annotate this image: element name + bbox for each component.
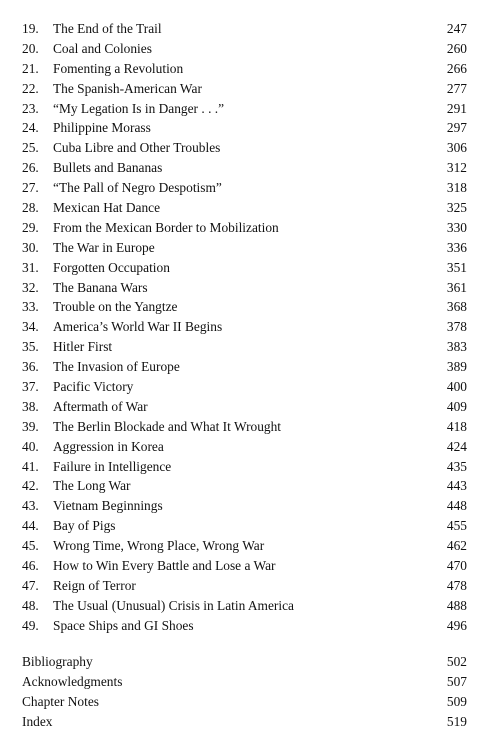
- toc-entry: [22, 437, 467, 457]
- chapter-number: 32.: [22, 279, 39, 295]
- chapter-title: The Usual (Unusual) Crisis in Latin America: [53, 597, 294, 613]
- toc-entry: [22, 476, 467, 496]
- page-number: 312: [446, 160, 467, 176]
- chapter-title: America’s World War II Begins: [53, 319, 223, 335]
- toc-entry: [22, 536, 467, 556]
- chapter-number: 45.: [22, 538, 39, 554]
- chapter-number: 30.: [22, 239, 39, 255]
- page-number: 448: [446, 498, 467, 514]
- backmatter-list: [22, 652, 467, 732]
- chapter-title: The War in Europe: [53, 239, 155, 255]
- page-number: 361: [446, 279, 467, 295]
- page-number: 389: [446, 359, 467, 375]
- toc-entry: [22, 357, 467, 377]
- page-number: 336: [446, 239, 467, 255]
- chapter-title: Pacific Victory: [53, 379, 134, 395]
- page-number: 435: [446, 458, 467, 474]
- page-number: 277: [446, 80, 467, 96]
- backmatter-entry: [22, 652, 467, 672]
- toc-entry: [22, 297, 467, 317]
- chapter-title: From the Mexican Border to Mobilization: [53, 219, 279, 235]
- chapter-title: The Spanish-American War: [53, 80, 202, 96]
- toc-entry: [22, 397, 467, 417]
- chapter-number: 37.: [22, 379, 39, 395]
- page-number: 496: [446, 617, 467, 633]
- chapter-title: Aftermath of War: [53, 398, 148, 414]
- chapter-number: 40.: [22, 438, 39, 454]
- page-number: 247: [446, 21, 467, 36]
- chapter-number: 23.: [22, 100, 39, 116]
- page-number: 318: [446, 180, 467, 196]
- page-number: 502: [446, 654, 467, 669]
- backmatter-title: Index: [22, 713, 53, 729]
- toc-entry: [22, 218, 467, 238]
- chapter-title: Coal and Colonies: [53, 40, 152, 56]
- chapter-number: 41.: [22, 458, 39, 474]
- chapter-title: The Invasion of Europe: [53, 359, 180, 375]
- page-number: 418: [446, 418, 467, 434]
- backmatter-title: Chapter Notes: [22, 693, 99, 709]
- page-number: 470: [446, 558, 467, 574]
- page-number: 443: [446, 478, 467, 494]
- backmatter-title: Acknowledgments: [22, 673, 123, 689]
- toc-entry: [22, 39, 467, 59]
- chapter-title: “The Pall of Negro Despotism”: [53, 180, 222, 196]
- page-number: 519: [446, 713, 467, 729]
- chapter-number: 35.: [22, 339, 39, 355]
- toc-entry: [22, 178, 467, 198]
- chapter-number: 21.: [22, 60, 39, 76]
- chapter-title: Aggression in Korea: [53, 438, 164, 454]
- page-number: 325: [446, 200, 467, 216]
- chapter-number: 31.: [22, 259, 39, 275]
- chapter-number: 19.: [22, 21, 39, 36]
- toc-entry: [22, 317, 467, 337]
- chapter-number: 22.: [22, 80, 39, 96]
- toc-entry: [22, 158, 467, 178]
- backmatter-entry: [22, 692, 467, 712]
- page-number: 409: [446, 398, 467, 414]
- chapter-title: Fomenting a Revolution: [53, 60, 184, 76]
- toc-entry: [22, 596, 467, 616]
- chapter-title: The Long War: [53, 478, 131, 494]
- backmatter-title: Bibliography: [22, 654, 93, 669]
- chapter-title: Trouble on the Yangtze: [53, 299, 178, 315]
- chapter-number: 46.: [22, 558, 39, 574]
- page-number: 462: [446, 538, 467, 554]
- toc-entry: [22, 258, 467, 278]
- chapter-number: 27.: [22, 180, 39, 196]
- chapter-title: Mexican Hat Dance: [53, 200, 161, 216]
- chapter-title: Hitler First: [53, 339, 113, 355]
- chapter-number: 47.: [22, 577, 39, 593]
- toc-entry: [22, 556, 467, 576]
- chapter-title: Forgotten Occupation: [53, 259, 170, 275]
- chapter-number: 36.: [22, 359, 39, 375]
- chapter-title: Bullets and Bananas: [53, 160, 163, 176]
- page-number: 260: [446, 40, 467, 56]
- chapter-number: 26.: [22, 160, 39, 176]
- chapter-number: 39.: [22, 418, 39, 434]
- toc-entry: [22, 496, 467, 516]
- toc-entry: [22, 417, 467, 437]
- backmatter-entry: [22, 712, 467, 732]
- toc-entry: [22, 616, 467, 636]
- backmatter-entry: [22, 672, 467, 692]
- chapter-number: 48.: [22, 597, 39, 613]
- page-number: 507: [446, 673, 467, 689]
- page-number: 266: [446, 60, 467, 76]
- page-number: 351: [446, 259, 467, 275]
- chapter-title: Reign of Terror: [53, 577, 136, 593]
- chapter-number: 20.: [22, 40, 39, 56]
- chapter-number: 25.: [22, 140, 39, 156]
- chapter-title: Philippine Morass: [53, 120, 151, 136]
- chapter-title: Failure in Intelligence: [53, 458, 172, 474]
- page-number: 330: [446, 219, 467, 235]
- chapter-number: 28.: [22, 200, 39, 216]
- chapter-title: Wrong Time, Wrong Place, Wrong War: [53, 538, 265, 554]
- toc-entry: [22, 238, 467, 258]
- chapter-title: Cuba Libre and Other Troubles: [53, 140, 221, 156]
- page-number: 424: [446, 438, 467, 454]
- chapter-number: 29.: [22, 219, 39, 235]
- chapter-number: 34.: [22, 319, 39, 335]
- chapter-number: 38.: [22, 398, 39, 414]
- page-number: 488: [446, 597, 467, 613]
- chapter-number: 42.: [22, 478, 39, 494]
- toc-entry: [22, 99, 467, 119]
- chapter-title: The End of the Trail: [53, 21, 162, 36]
- toc-entry: [22, 138, 467, 158]
- toc-entry: [22, 377, 467, 397]
- toc-entry: [22, 457, 467, 477]
- toc-entry: [22, 79, 467, 99]
- toc-entry: [22, 337, 467, 357]
- page-number: 306: [446, 140, 467, 156]
- toc-entry: [22, 59, 467, 79]
- toc-entry: [22, 516, 467, 536]
- page-number: 383: [446, 339, 467, 355]
- chapter-list: [22, 19, 467, 636]
- chapter-title: Space Ships and GI Shoes: [53, 617, 194, 633]
- toc-entry: [22, 118, 467, 138]
- toc-entry: [22, 278, 467, 298]
- page-number: 291: [446, 100, 467, 116]
- page-number: 478: [446, 577, 467, 593]
- toc-entry: [22, 576, 467, 596]
- page-number: 400: [446, 379, 467, 395]
- toc-entry: [22, 19, 467, 39]
- chapter-number: 44.: [22, 518, 39, 534]
- chapter-title: “My Legation Is in Danger . . .”: [53, 100, 225, 116]
- chapter-title: Vietnam Beginnings: [53, 498, 163, 514]
- toc-entry: [22, 198, 467, 218]
- page-number: 297: [446, 120, 467, 136]
- page-number: 378: [446, 319, 467, 335]
- page-number: 455: [446, 518, 467, 534]
- chapter-number: 24.: [22, 120, 39, 136]
- chapter-title: How to Win Every Battle and Lose a War: [53, 558, 276, 574]
- chapter-title: Bay of Pigs: [53, 518, 116, 534]
- chapter-title: The Banana Wars: [53, 279, 148, 295]
- chapter-title: The Berlin Blockade and What It Wrought: [53, 418, 282, 434]
- page-number: 368: [446, 299, 467, 315]
- page-number: 509: [446, 693, 467, 709]
- chapter-number: 43.: [22, 498, 39, 514]
- chapter-number: 49.: [22, 617, 39, 633]
- chapter-number: 33.: [22, 299, 39, 315]
